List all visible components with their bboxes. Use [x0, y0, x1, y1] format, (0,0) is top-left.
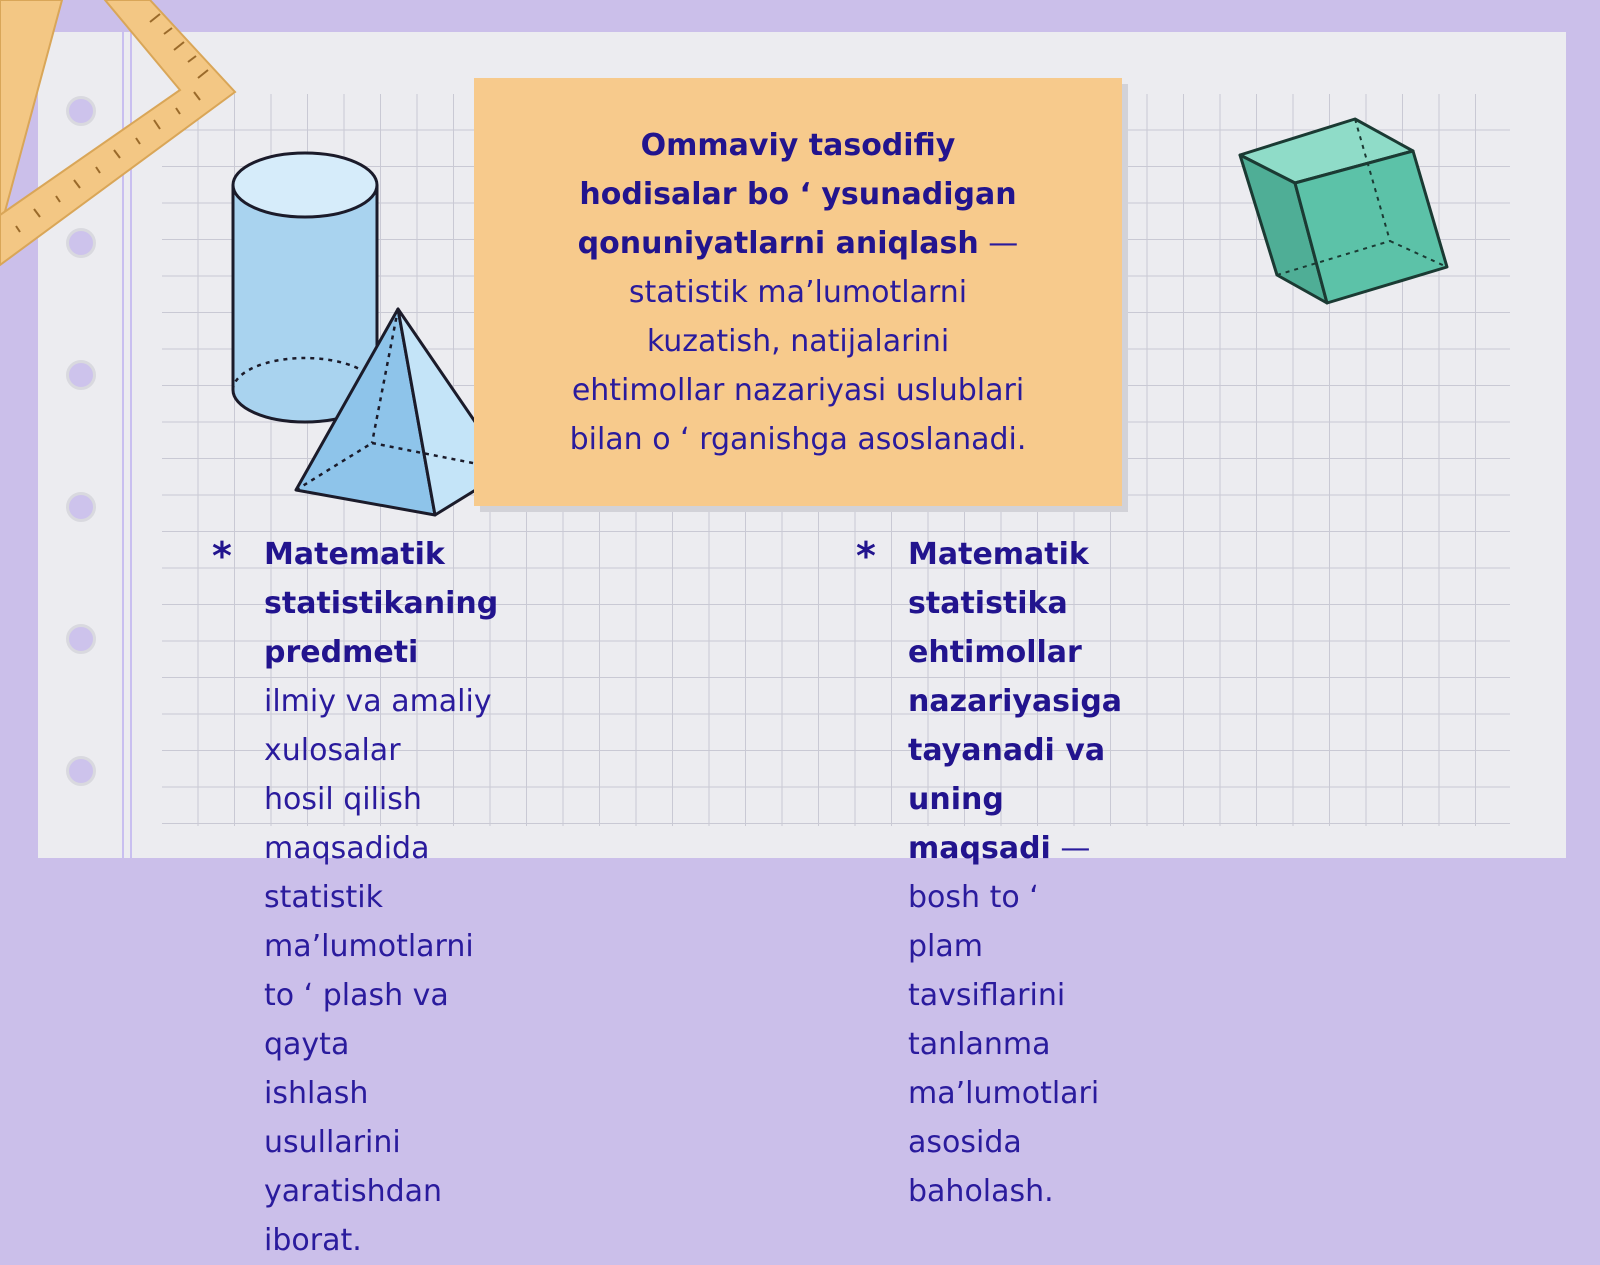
binder-hole: [66, 360, 96, 390]
note-bold-line: hodisalar bo ʻ ysunadigan: [579, 176, 1017, 212]
note-dash: —: [978, 225, 1019, 261]
bullet-line: tavsiflarini tanlanma ma’lumotlari: [908, 978, 1100, 1111]
bullet-bold-line: Matematik statistika ehtimollar: [908, 537, 1089, 670]
note-line: kuzatish, natijalarini: [646, 323, 950, 359]
bullet-after-bold: — bosh to ʻ plam: [908, 831, 1091, 964]
note-bold-line: qonuniyatlarni aniqlash: [577, 225, 979, 261]
bullet-line: ma’lumotlarni to ʻ plash va qayta: [264, 929, 474, 1062]
bullet-line: hosil qilish maqsadida statistik: [264, 782, 430, 915]
right-bullet-text: [908, 530, 1122, 1216]
bullet-bold-line: Matematik statistikaning: [264, 537, 499, 621]
bullet-line: asosida baholash.: [908, 1125, 1054, 1209]
left-bullet-text: [264, 530, 498, 1265]
binder-hole: [66, 624, 96, 654]
asterisk-icon: *: [212, 534, 232, 578]
note-line: ehtimollar nazariyasi uslublari: [571, 372, 1025, 408]
binder-hole: [66, 756, 96, 786]
bullet-line: ishlash usullarini yaratishdan: [264, 1076, 443, 1209]
asterisk-icon: *: [856, 534, 876, 578]
definition-note: [474, 78, 1122, 506]
triangle-ruler-icon: [0, 0, 250, 270]
note-line: statistik ma’lumotlarni: [628, 274, 968, 310]
binder-hole: [66, 492, 96, 522]
bullet-after-bold: ilmiy va amaliy xulosalar: [264, 684, 492, 768]
definition-text: [538, 121, 1058, 464]
note-line: bilan o ʻ rganishga asoslanadi.: [569, 421, 1027, 457]
note-bold-line: Ommaviy tasodifiy: [640, 127, 956, 163]
note-line: [538, 219, 1058, 268]
bullet-line: iborat.: [264, 1223, 362, 1258]
bullet-bold-line: maqsadi: [908, 831, 1051, 866]
bullet-bold-line: nazariyasiga tayanadi va uning: [908, 684, 1123, 817]
bullet-line: [264, 628, 498, 775]
cube-icon: [1235, 115, 1455, 310]
bullet-bold-line: predmeti: [264, 635, 419, 670]
bullet-line: [908, 824, 1122, 971]
